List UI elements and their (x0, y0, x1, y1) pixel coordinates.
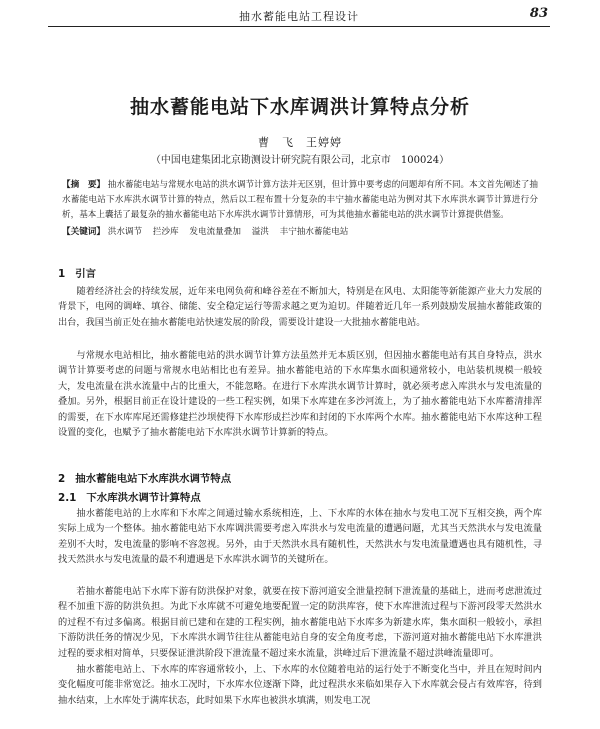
subsection-heading-2-1 (58, 489, 201, 504)
section-title: 抽水蓄能电站下水库洪水调节特点 (75, 473, 232, 485)
abstract-label: 【摘 要】 (62, 180, 106, 190)
section-number: 2.1 (58, 492, 77, 504)
article-authors: 曹 飞 王婷婷 (258, 136, 342, 149)
body-paragraph: 与常规水电站相比，抽水蓄能电站的洪水调节计算方法虽然并无本质区别，但因抽水蓄能电站有其自身特点，洪水调节计算要考虑的问题与常规水电站相比也有差异。抽水蓄能电站的下水库集水面积通常较小，电站装机规模一般较大，发电流量在洪水流量中占的比重大，不能忽略。在进行下水库洪水调节计算时，就必须考虑入库洪水与发电流量的叠加。另外，根据目前正在设计建设的一些工程实例，如果下水库建在多沙河流上，为了抽水蓄能电站下水库蓄清排浑的需要，在下水库库尾还需修建拦沙坝使得下水库形成拦沙库和封闭的下水库两个水库。抽水蓄能电站下水库这种工程设置的变化，也赋予了抽水蓄能电站下水库洪水调节计算新的特点。 (58, 350, 542, 439)
running-header (48, 4, 550, 27)
keywords-label: 【关键词】 (62, 226, 105, 237)
keyword: 溢洪 (251, 226, 269, 237)
section-number: 1 (58, 268, 66, 280)
abstract-paragraph (62, 178, 538, 224)
section-title: 下水库洪水调节计算特点 (86, 492, 201, 504)
running-title: 抽水蓄能电站工程设计 (239, 10, 359, 23)
body-paragraph: 抽水蓄能电站上、下水库的库容通常较小，上、下水库的水位随着电站的运行处于不断变化当中，并且在短时间内变化幅度可能非常宽泛。抽水工况时，下水库水位逐渐下降，此过程洪水来临如果存入下水库就会侵占有效库容，待到抽水结束，上水库处于满库状态，此时如果下水库也被洪水填满，则发电工况 (58, 664, 542, 706)
body-paragraph: 随着经济社会的持续发展，近年来电网负荷和峰谷差在不断加大，特别是在风电、太阳能等新能源产业大力发展的背景下，电网的调峰、填谷、储能、安全稳定运行等需求越之更为迫切。伴随着近几年一系列鼓励发展抽水蓄能政策的出台，我国当前正处在抽水蓄能电站快速发展的阶段，需要设计建设一大批抽水蓄能电站。 (58, 286, 542, 328)
section-heading-1 (58, 265, 96, 280)
section-title: 引言 (75, 268, 97, 280)
keyword: 发电流量叠加 (189, 226, 241, 237)
page-number: 83 (529, 6, 548, 21)
keywords-line (62, 225, 538, 240)
keyword: 拦沙库 (152, 226, 179, 237)
keyword: 丰宁抽水蓄能电站 (279, 226, 349, 237)
article-title: 抽水蓄能电站下水库调洪计算特点分析 (129, 96, 470, 118)
article-affiliation: （中国电建集团北京勘测设计研究院有限公司，北京市 100024） (150, 155, 450, 166)
abstract-block (62, 178, 538, 240)
body-paragraph: 若抽水蓄能电站下水库下游有防洪保护对象，就要在按下游河道安全泄量控制下泄流量的基础上，进而考虑泄流过程不加重下游的防洪负担。为此下水库就不可避免地要配置一定的防洪库容，使下水库泄流过程与下游河段零天然洪水的过程不有过多偏离。根据目前已建和在建的工程实例，抽水蓄能电站下水库多为新建水库，集水面积一般较小，承担下游防洪任务的情况少见，下水库洪水调节往往从蓄能电站自身的安全角度考虑，下游河道对抽水蓄能电站下水库泄洪过程的要求相对简单，只要保证泄洪阶段下泄流量不超过来水流量，洪峰过后下泄流量不超过洪峰流量即可。 (58, 586, 542, 659)
keyword: 洪水调节 (107, 226, 143, 237)
body-paragraph: 抽水蓄能电站的上水库和下水库之间通过输水系统相连，上、下水库的水体在抽水与发电工况下互相交换，两个库实际上成为一个整体。抽水蓄能电站下水库调洪需要考虑入库洪水与发电流量的遭遇问题，尤其当天然洪水与发电流量差别不大时，发电流量的影响不容忽视。另外，由于天然洪水具有随机性，天然洪水与发电流量遭遇也具有随机性，寻找天然洪水与发电流量的最不利遭遇是下水库洪水调节的关键所在。 (58, 508, 542, 566)
section-heading-2 (58, 470, 231, 485)
abstract-text: 抽水蓄能电站与常规水电站的洪水调节计算方法并无区别，但计算中要考虑的问题却有所不同。本文首先阐述了抽水蓄能电站下水库洪水调节计算的特点，然后以工程布置十分复杂的丰宁抽水蓄能电站为例对其下水库洪水调节计算进行分析，基本上囊括了最复杂的抽水蓄能电站下水库洪水调节计算情形，可为其他抽水蓄能电站的洪水调节计算提供借鉴。 (62, 180, 538, 221)
section-number: 2 (58, 473, 66, 485)
